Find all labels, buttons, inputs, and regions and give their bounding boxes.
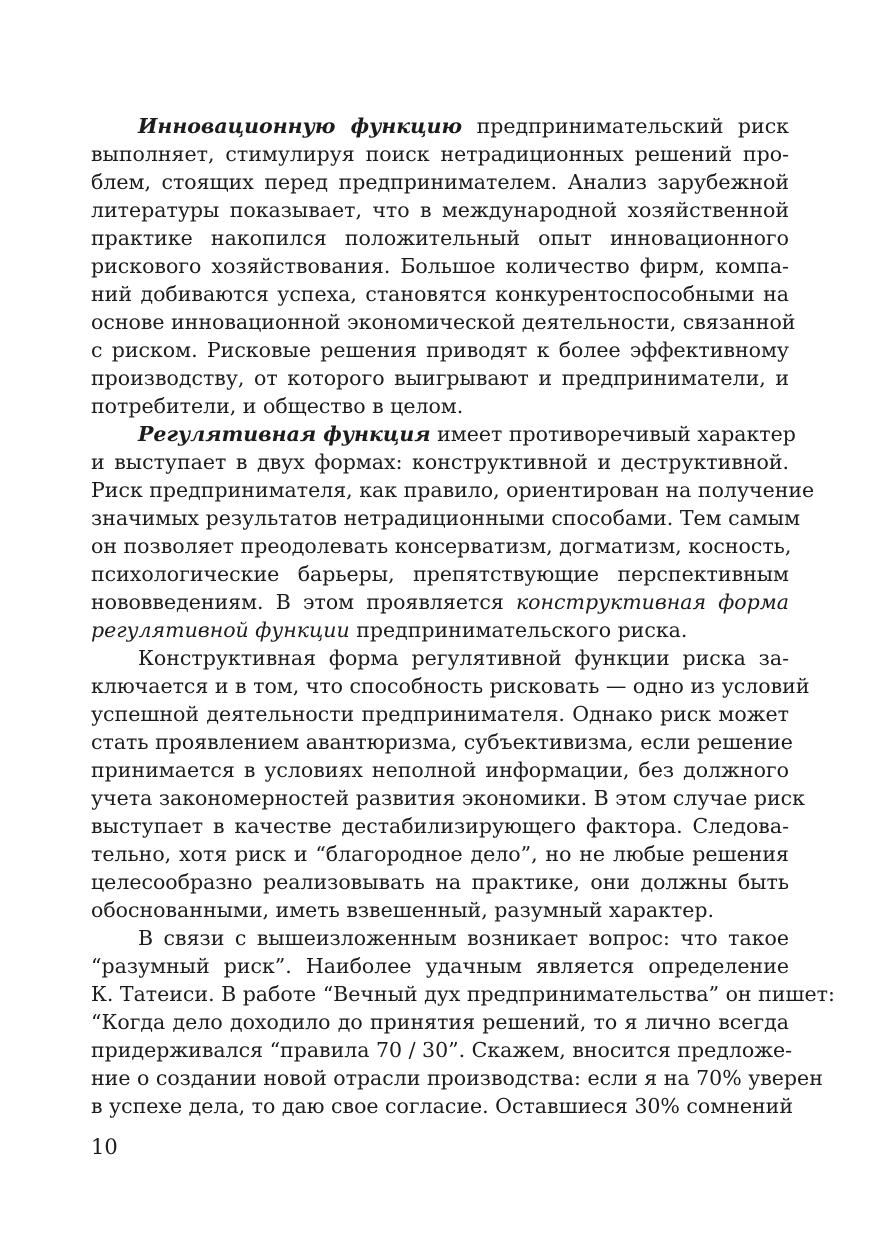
- text-run: К. Татеиси. В работе “Вечный дух предпринимательства” он пишет:: [91, 982, 835, 1006]
- text-line: [91, 392, 789, 420]
- text-line: [91, 812, 789, 840]
- text-line: [91, 364, 789, 392]
- text-line: [91, 840, 789, 868]
- text-run: блем, стоящих перед предпринимателем. Анализ зарубежной: [91, 170, 789, 194]
- text-run: В связи с вышеизложенным возникает вопрос: что такое: [138, 926, 789, 950]
- text-line: [91, 560, 789, 588]
- text-line: [91, 896, 789, 924]
- text-line: [91, 252, 789, 280]
- text-line: [91, 224, 789, 252]
- text-run: рискового хозяйствования. Большое количество фирм, компа-: [91, 254, 789, 278]
- text-line: [91, 980, 835, 1008]
- text-run: предпринимательский риск: [462, 114, 789, 138]
- text-run: литературы показывает, что в международной хозяйственной: [91, 198, 789, 222]
- text-line: [91, 112, 789, 140]
- text-run: придерживался “правила 70 / 30”. Скажем, вносится предложе-: [91, 1038, 793, 1062]
- text-line: [91, 728, 793, 756]
- page-number: 10: [91, 1135, 118, 1159]
- body-text: [91, 112, 835, 1120]
- text-line: [91, 588, 789, 616]
- text-run: ние о создании новой отрасли производства: если я на 70% уверен: [91, 1066, 823, 1090]
- text-run: выполняет, стимулируя поиск нетрадиционных решений про-: [91, 142, 789, 166]
- text-run: значимых результатов нетрадиционными способами. Тем самым: [91, 506, 801, 530]
- text-run: потребители, и общество в целом.: [91, 394, 464, 418]
- italic-term: конструктивная форма: [515, 590, 789, 614]
- text-run: обоснованными, иметь взвешенный, разумный характер.: [91, 898, 714, 922]
- text-run: целесообразно реализовывать на практике, они должны быть: [91, 870, 789, 894]
- text-run: психологические барьеры, препятствующие перспективным: [91, 562, 789, 586]
- text-line: [91, 196, 789, 224]
- text-run: нововведениям. В этом проявляется: [91, 590, 516, 614]
- text-run: и выступает в двух формах: конструктивной и деструктивной.: [91, 450, 789, 474]
- text-run: тельно, хотя риск и “благородное дело”, но не любые решения: [91, 842, 789, 866]
- text-line: [91, 672, 810, 700]
- text-run: основе инновационной экономической деятельности, связанной: [91, 310, 796, 334]
- text-line: [91, 476, 815, 504]
- text-line: [91, 1036, 793, 1064]
- text-line: [91, 168, 789, 196]
- text-run: производству, от которого выигрывают и предприниматели, и: [91, 366, 789, 390]
- text-run: имеет противоречивый характер: [430, 422, 796, 446]
- text-line: [91, 644, 789, 672]
- bold-italic-term: Инновационную функцию: [138, 114, 463, 138]
- text-run: Конструктивная форма регулятивной функции риска за-: [138, 646, 789, 670]
- text-run: практике накопился положительный опыт инновационного: [91, 226, 789, 250]
- text-run: принимается в условиях неполной информации, без должного: [91, 758, 789, 782]
- text-run: стать проявлением авантюризма, субъективизма, если решение: [91, 730, 793, 754]
- text-run: учета закономерностей развития экономики. В этом случае риск: [91, 786, 805, 810]
- text-line: [91, 784, 805, 812]
- text-line: [91, 532, 792, 560]
- text-line: [91, 1092, 793, 1120]
- text-line: [91, 420, 796, 448]
- text-run: ключается и в том, что способность рисковать — одно из условий: [91, 674, 810, 698]
- text-run: успешной деятельности предпринимателя. Однако риск может: [91, 702, 789, 726]
- text-line: [91, 280, 789, 308]
- text-line: [91, 700, 789, 728]
- text-line: [91, 140, 789, 168]
- text-run: выступает в качестве дестабилизирующего фактора. Следова-: [91, 814, 789, 838]
- text-line: [91, 868, 789, 896]
- text-run: Риск предпринимателя, как правило, ориентирован на получение: [91, 478, 815, 502]
- text-run: ний добиваются успеха, становятся конкурентоспособными на: [91, 282, 789, 306]
- text-line: [91, 448, 789, 476]
- text-line: [91, 1064, 823, 1092]
- bold-italic-term: Регулятивная функция: [138, 422, 431, 446]
- text-run: предпринимательского риска.: [349, 618, 688, 642]
- text-line: [91, 616, 789, 644]
- text-run: он позволяет преодолевать консерватизм, догматизм, косность,: [91, 534, 792, 558]
- text-run: с риском. Рисковые решения приводят к более эффективному: [91, 338, 789, 362]
- text-run: “Когда дело доходило до принятия решений, то я лично всегда: [91, 1010, 789, 1034]
- text-run: “разумный риск”. Наиболее удачным является определение: [91, 954, 789, 978]
- text-line: [91, 336, 789, 364]
- text-line: [91, 1008, 789, 1036]
- text-line: [91, 756, 789, 784]
- text-line: [91, 924, 789, 952]
- text-run: в успехе дела, то даю свое согласие. Оставшиеся 30% сомнений: [91, 1094, 793, 1118]
- italic-term: регулятивной функции: [91, 618, 350, 642]
- text-line: [91, 308, 796, 336]
- text-line: [91, 504, 801, 532]
- text-line: [91, 952, 789, 980]
